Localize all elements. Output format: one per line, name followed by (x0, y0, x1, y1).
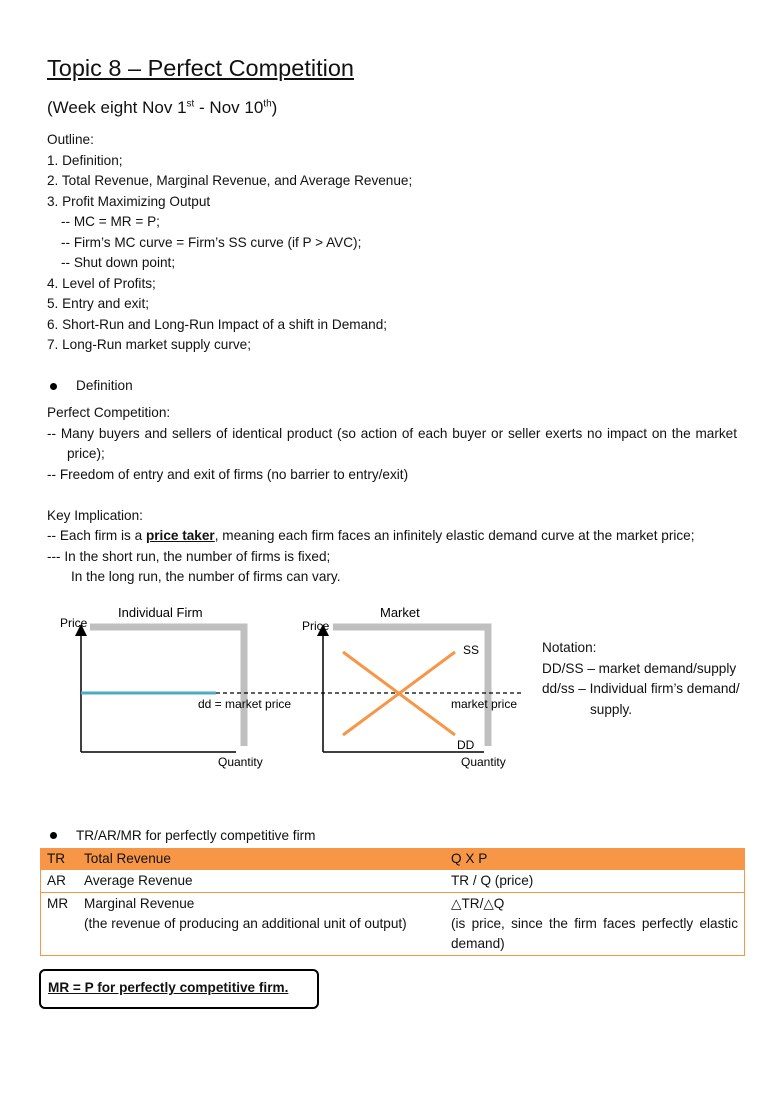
notation-line: dd/ss – Individual firm’s demand/ (542, 681, 740, 696)
table-row (41, 870, 745, 893)
key-implication-point: -- Each firm is a price taker, meaning each firm faces an infinitely elastic demand curve at the market price; (47, 528, 695, 543)
table-header-row (41, 848, 745, 870)
revenue-table (40, 848, 745, 956)
table-cell (78, 893, 445, 956)
pc-label: Perfect Competition: (47, 405, 171, 420)
market-title: Market (380, 605, 420, 620)
firm-demand-label: dd = market price (198, 697, 292, 711)
supply-label: SS (463, 643, 480, 657)
key-implication-label: Key Implication: (47, 507, 143, 523)
definition-section (47, 403, 737, 588)
notation-heading: Notation: (542, 640, 597, 655)
mr-note: (the revenue of producing an additional unit of output) (84, 916, 407, 931)
table-cell: Total Revenue (78, 848, 445, 870)
outline-item: 2. Total Revenue, Marginal Revenue, and Average Revenue; (47, 173, 413, 188)
firm-y-label: Price (60, 616, 88, 630)
notation-line: supply. (590, 701, 633, 717)
outline-item: 1. Definition; (47, 152, 123, 168)
outline-subitem: -- Shut down point; (61, 255, 176, 270)
table-cell: TR / Q (price) (445, 870, 745, 893)
firm-x-label: Quantity (218, 755, 263, 769)
outline-heading: Outline: (47, 132, 94, 147)
outline-item: 5. Entry and exit; (47, 296, 150, 311)
outline-section (47, 130, 747, 397)
table-cell: MR (41, 893, 79, 956)
demand-label: DD (457, 738, 475, 752)
mr-formula: △TR/△Q (451, 896, 505, 911)
bullet-icon (50, 383, 57, 390)
outline-subitem: -- Firm’s MC curve = Firm’s SS curve (if P > AVC); (61, 234, 362, 250)
table-cell (445, 893, 745, 956)
notation-line: DD/SS – market demand/supply (542, 660, 737, 676)
key-implication-point: --- In the short run, the number of firms is fixed; (47, 548, 331, 564)
mr-name: Marginal Revenue (84, 896, 195, 911)
definition-point: -- Many buyers and sellers of identical product (so action of each buyer or seller exerts no impact on the market price); (47, 425, 737, 461)
market-price-label: market price (451, 697, 518, 711)
key-implication-point: In the long run, the number of firms can vary. (71, 569, 341, 584)
table-cell: AR (41, 870, 79, 893)
firm-title: Individual Firm (118, 605, 203, 620)
conclusion-text: MR = P for perfectly competitive firm. (48, 980, 289, 995)
notation-box (542, 638, 740, 720)
market-y-label: Price (302, 619, 330, 633)
market-x-label: Quantity (461, 755, 506, 769)
outline-item: 7. Long-Run market supply curve; (47, 337, 252, 352)
table-cell: TR (41, 848, 79, 870)
definition-heading: Definition (47, 376, 747, 397)
outline-item: 6. Short-Run and Long-Run Impact of a shift in Demand; (47, 316, 388, 332)
table-section-heading: TR/AR/MR for perfectly competitive firm (47, 828, 315, 843)
firm-frame (90, 627, 244, 746)
table-cell: Q X P (445, 848, 745, 870)
bullet-icon (50, 832, 57, 839)
outline-item: 4. Level of Profits; (47, 275, 156, 291)
mr-formula-note: (is price, since the firm faces perfectly elastic demand) (451, 916, 738, 951)
table-row (41, 893, 745, 956)
page-title: Topic 8 – Perfect Competition (47, 55, 354, 81)
outline-item: 3. Profit Maximizing Output (47, 193, 211, 209)
week-subtitle: (Week eight Nov 1st - Nov 10th) (47, 98, 278, 117)
definition-point: -- Freedom of entry and exit of firms (no barrier to entry/exit) (47, 466, 409, 482)
outline-subitem: -- MC = MR = P; (61, 214, 160, 229)
table-cell: Average Revenue (78, 870, 445, 893)
